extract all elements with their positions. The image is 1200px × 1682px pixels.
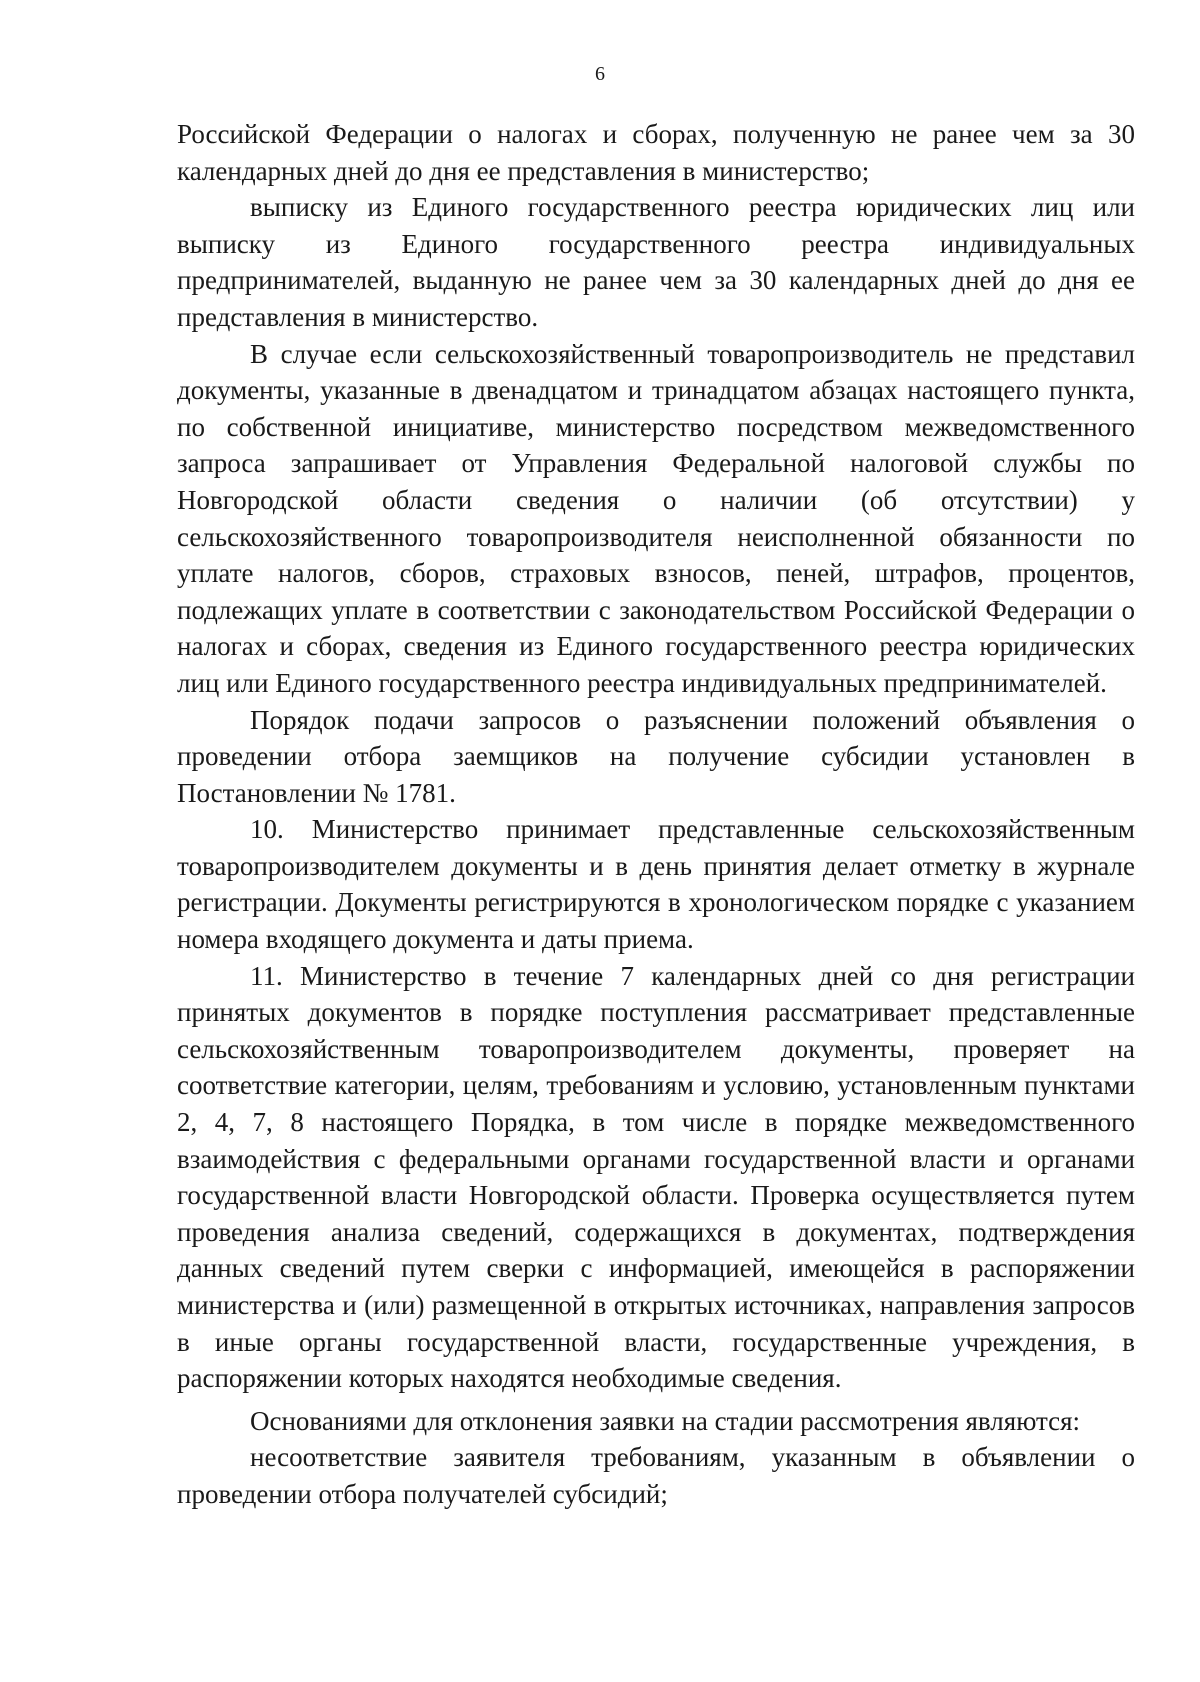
paragraph-item-10: 10. Министерство принимает представленные сельскохозяйственным товаропроизводителем документы и в день принятия делает отметку в журнале регистрации. Документы регистрируются в хронологическом порядке с указанием номера входящего документа и даты приема. (177, 814, 1135, 955)
paragraph-nonconformity: несоответствие заявителя требованиям, указанным в объявлении о проведении отбора получателей субсидий; (177, 1442, 1135, 1509)
paragraph-item-11: 11. Министерство в течение 7 календарных дней со дня регистрации принятых документов в порядке поступления рассматривает представленные сельскохозяйственным товаропроизводителем документы, проверяет на соответствие категории, целям, требованиям и условию, установленным пунктами 2, 4, 7, 8 настоящего Порядка, в том числе в порядке межведомственного взаимодействия с федеральными органами государственной власти и органами государственной власти Новгородской области. Проверка осуществляется путем проведения анализа сведений, содержащихся в документах, подтверждения данных сведений путем сверки с информацией, имеющейся в распоряжении министерства и (или) размещенной в открытых источниках, направления запросов в иные органы государственной власти, государственные учреждения, в распоряжении которых находятся необходимые сведения. (177, 960, 1135, 1394)
paragraph-clarification-requests: Порядок подачи запросов о разъяснении положений объявления о проведении отбора заемщиков на получение субсидии установлен в Постановлении № 1781. (177, 704, 1135, 808)
document-body (177, 116, 1135, 1513)
paragraph-rejection-grounds: Основаниями для отклонения заявки на стадии рассмотрения являются: (250, 1405, 1081, 1436)
paragraph-interagency-request: В случае если сельскохозяйственный товаропроизводитель не представил документы, указанные в двенадцатом и тринадцатом абзацах настоящего пункта, по собственной инициативе, министерство посредством межведомственного запроса запрашивает от Управления Федеральной налоговой службы по Новгородской области сведения о наличии (об отсутствии) у сельскохозяйственного товаропроизводителя неисполненной обязанности по уплате налогов, сборов, страховых взносов, пеней, штрафов, процентов, подлежащих уплате в соответствии с законодательством Российской Федерации о налогах и сборах, сведения из Единого государственного реестра юридических лиц или Единого государственного реестра индивидуальных предпринимателей. (177, 338, 1135, 698)
page-number: 6 (595, 63, 605, 85)
paragraph-registry-extract: выписку из Единого государственного реестра юридических лиц или выписку из Единого государственного реестра индивидуальных предпринимателей, выданную не ранее чем за 30 календарных дней до дня ее представления в министерство. (177, 192, 1135, 332)
paragraph-tax-info-continued: Российской Федерации о налогах и сборах, полученную не ранее чем за 30 календарных дней до дня ее представления в министерство; (177, 119, 1135, 186)
